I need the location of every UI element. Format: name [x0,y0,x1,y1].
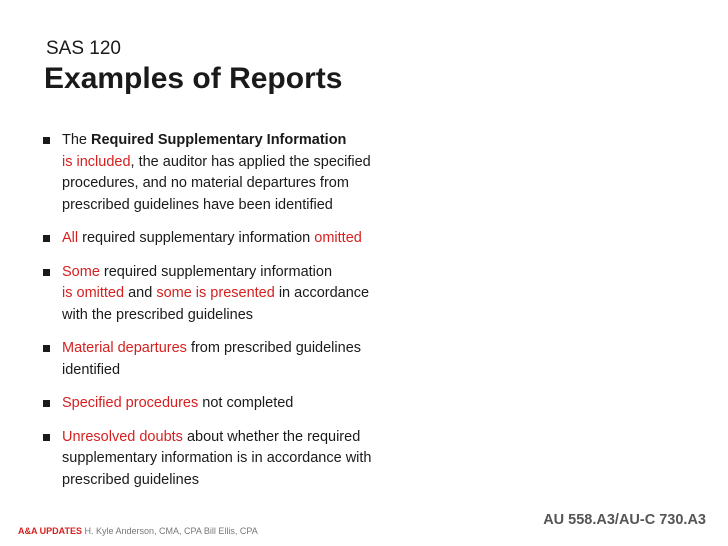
bullet-line [62,228,440,250]
slide-subtitle: SAS 120 [46,38,121,59]
body-text: and [124,285,157,301]
body-text: required supplementary information [78,230,315,246]
bullet-line [62,338,440,360]
highlight-text: Unresolved doubts [62,428,183,445]
footer-reference: AU 558.A3/AU-C 730.A3 [543,512,706,528]
highlight-text: All [62,230,79,246]
footer-credit [18,526,258,536]
bullet-list [40,130,440,503]
highlight-text: Some [62,263,100,280]
highlight-text: omitted [314,230,362,246]
bullet-line [62,152,440,174]
square-bullet-icon [43,269,50,276]
body-text: , the auditor has applied the specified [130,153,371,170]
bullet-line [62,393,440,415]
body-text: identified [62,361,121,378]
body-text: from prescribed guidelines [186,340,362,356]
square-bullet-icon [43,434,50,441]
body-text: The [62,132,92,148]
square-bullet-icon [43,235,50,242]
body-text: in accordance [274,285,370,301]
bullet-item [40,228,440,250]
footer-brand: A&A UPDATES [18,526,83,536]
bullet-line [62,427,440,449]
body-text: supplementary information is in accordance with [62,450,372,466]
body-text: with the prescribed guidelines [62,306,254,323]
bullet-item [40,427,440,492]
highlight-text: some is presented [156,285,275,301]
body-text: about whether the required [182,428,361,445]
square-bullet-icon [43,137,50,144]
bullet-line [62,195,440,217]
body-text: procedures, and no material departures from [62,175,349,191]
body-text: required supplementary information [99,263,333,280]
bullet-line [62,130,440,152]
bullet-line [62,470,440,492]
bullet-item [40,130,440,216]
bullet-line [62,448,440,470]
bullet-line [62,173,440,195]
highlight-text: is omitted [62,285,125,301]
bullet-line [62,283,440,305]
highlight-text: is included [62,153,131,170]
bullet-item [40,393,440,415]
bullet-line [62,262,440,284]
highlight-text: Material departures [62,340,187,356]
footer-authors: H. Kyle Anderson, CMA, CPA Bill Ellis, CPA [82,526,258,536]
bullet-item [40,338,440,381]
highlight-text: Specified procedures [62,395,199,411]
square-bullet-icon [43,400,50,407]
bullet-line [62,360,440,382]
body-text: Required Supplementary Information [91,132,347,148]
body-text: not completed [198,395,294,411]
bullet-line [62,305,440,327]
body-text: prescribed guidelines [62,471,200,488]
bullet-item [40,262,440,327]
square-bullet-icon [43,345,50,352]
body-text: prescribed guidelines have been identified [62,196,333,213]
slide-title: Examples of Reports [44,62,343,95]
